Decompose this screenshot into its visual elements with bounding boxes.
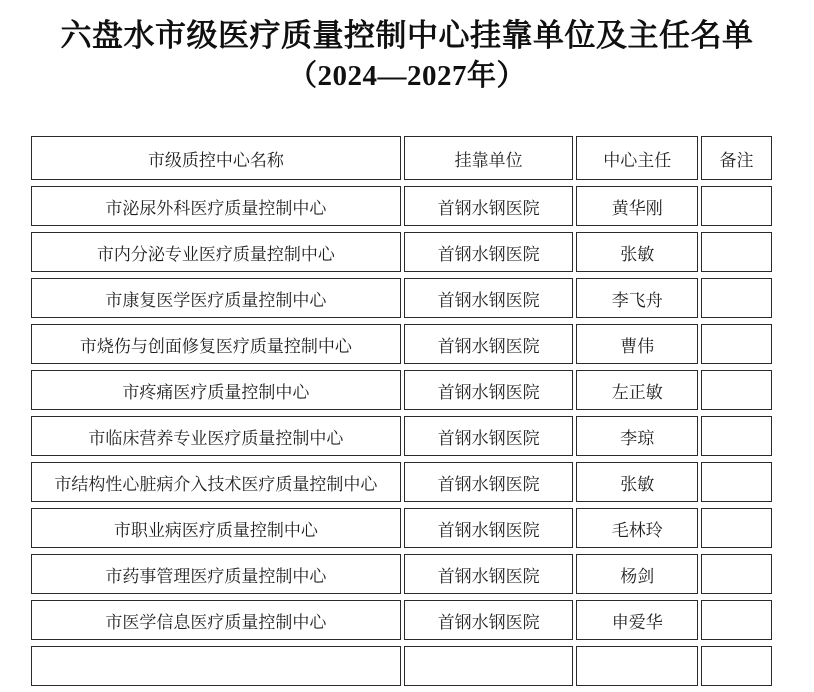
cell-director: 张敏: [576, 232, 698, 272]
table-row: [31, 370, 772, 410]
table-row: [31, 416, 772, 456]
table-row: [31, 232, 772, 272]
cell-director: 左正敏: [576, 370, 698, 410]
cell-note: [701, 232, 772, 272]
table-row: [31, 554, 772, 594]
page-title: 六盘水市级医疗质量控制中心挂靠单位及主任名单: [60, 18, 754, 53]
cell-host-unit: 首钢水钢医院: [404, 508, 574, 548]
cell-note: [701, 416, 772, 456]
cell-director: 毛林玲: [576, 508, 698, 548]
table-row: [31, 462, 772, 502]
cell-host-unit: 首钢水钢医院: [404, 278, 574, 318]
table-row-partial: [31, 646, 772, 686]
cell-host-unit: 首钢水钢医院: [404, 186, 574, 226]
header-center-name: 市级质控中心名称: [31, 136, 401, 180]
table-row: [31, 508, 772, 548]
table-row: [31, 600, 772, 640]
cell-host-unit: 首钢水钢医院: [404, 370, 574, 410]
table-row: [31, 186, 772, 226]
cell-center-name: 市职业病医疗质量控制中心: [31, 508, 401, 548]
header-director: 中心主任: [576, 136, 698, 180]
cell-center-name: 市医学信息医疗质量控制中心: [31, 600, 401, 640]
cell-host-unit: 首钢水钢医院: [404, 232, 574, 272]
cell-center-name: 市烧伤与创面修复医疗质量控制中心: [31, 324, 401, 364]
cell-center-name: 市内分泌专业医疗质量控制中心: [31, 232, 401, 272]
header-note: 备注: [701, 136, 772, 180]
cell-director: 杨剑: [576, 554, 698, 594]
cell-note: [701, 508, 772, 548]
cell-director: 黄华刚: [576, 186, 698, 226]
cell-director: 曹伟: [576, 324, 698, 364]
page-subtitle: （2024—2027年）: [287, 60, 526, 92]
cell-host-unit: 首钢水钢医院: [404, 554, 574, 594]
cell-director: 张敏: [576, 462, 698, 502]
cell-note: [701, 278, 772, 318]
cell-center-name: 市泌尿外科医疗质量控制中心: [31, 186, 401, 226]
cell-center-name: 市临床营养专业医疗质量控制中心: [31, 416, 401, 456]
table-row: [31, 278, 772, 318]
cell-host-unit: 首钢水钢医院: [404, 416, 574, 456]
table-row: [31, 324, 772, 364]
cell-host-unit: 首钢水钢医院: [404, 324, 574, 364]
cell-note: [701, 370, 772, 410]
cell-director: 李琼: [576, 416, 698, 456]
cell-center-name: 市康复医学医疗质量控制中心: [31, 278, 401, 318]
cell-note: [701, 462, 772, 502]
cell-center-name: 市结构性心脏病介入技术医疗质量控制中心: [31, 462, 401, 502]
cell-note: [701, 554, 772, 594]
cell-note: [701, 186, 772, 226]
cell-host-unit: [404, 646, 574, 686]
cell-director: [576, 646, 698, 686]
header-host-unit: 挂靠单位: [404, 136, 574, 180]
cell-note: [701, 324, 772, 364]
scanned-document-page: [0, 16, 814, 662]
cell-center-name: 市药事管理医疗质量控制中心: [31, 554, 401, 594]
cell-host-unit: 首钢水钢医院: [404, 462, 574, 502]
cell-center-name: 市疼痛医疗质量控制中心: [31, 370, 401, 410]
cell-director: 李飞舟: [576, 278, 698, 318]
cell-note: [701, 646, 772, 686]
cell-note: [701, 600, 772, 640]
cell-director: 申爱华: [576, 600, 698, 640]
quality-control-centers-table: [28, 130, 775, 692]
cell-host-unit: 首钢水钢医院: [404, 600, 574, 640]
table-header-row: [31, 136, 772, 180]
cell-center-name: [31, 646, 401, 686]
